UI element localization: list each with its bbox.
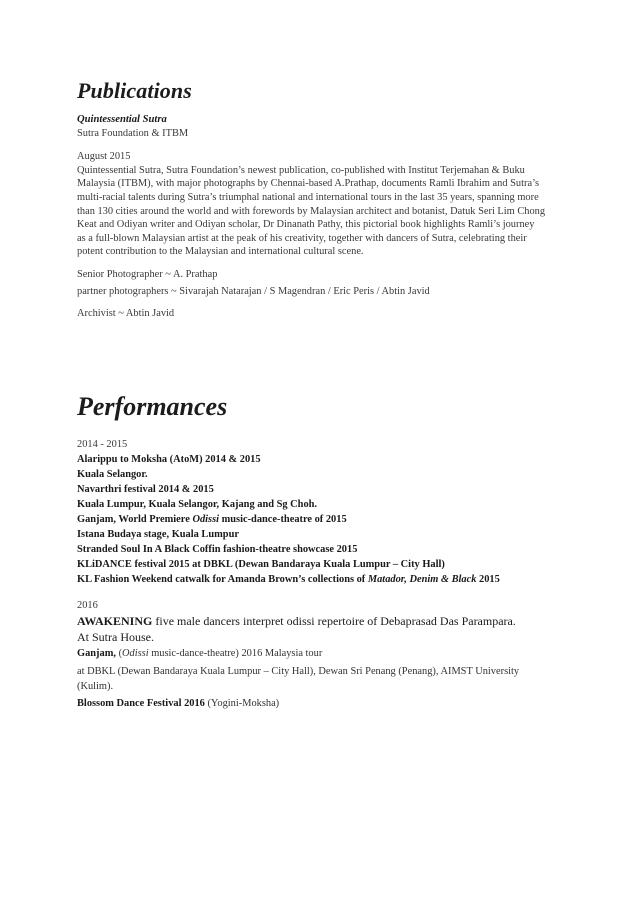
partner-photographers: partner photographers ~ Sivarajah Natarajan / S Magendran / Eric Peris / Abtin Javid	[77, 285, 430, 297]
ganjam-tour-open: (	[115, 648, 123, 659]
performance-awakening	[77, 613, 557, 629]
performance-item: Alarippu to Moksha (AtoM) 2014 & 2015	[77, 454, 261, 465]
blossom-rest: (Yogini-Moksha)	[204, 698, 280, 709]
publication-title: Quintessential Sutra	[77, 114, 167, 125]
awakening-description: five male dancers interpret odissi repertoire of Debaprasad Das Parampara.	[152, 614, 516, 628]
description-line: as a full-blown Malaysian artist at the peak of his creativity, together with dancers of Sutra, celebrating their	[77, 232, 527, 244]
publication-publisher: Sutra Foundation & ITBM	[77, 127, 189, 139]
klfw-italic: Matador, Denim & Black	[367, 574, 477, 585]
description-line: than 130 cities around the world and with forewords by Malaysian architect and botanist, Datuk Seri Lim Chong	[77, 205, 546, 217]
blossom-title: Blossom Dance Festival 2016	[77, 698, 205, 709]
description-line: Malaysia (ITBM), with major photographs by Chennai-based A.Prathap, documents Ramli Ibrahim and Sutra’s	[77, 178, 540, 190]
archivist: Archivist ~ Abtin Javid	[77, 308, 175, 320]
klfw-suffix: 2015	[476, 574, 500, 585]
description-line: Quintessential Sutra, Sutra Foundation’s newest publication, co-published with Institut Terjemahan & Buku	[77, 164, 525, 176]
performance-item: KLiDANCE festival 2015 at DBKL (Dewan Bandaraya Kuala Lumpur – City Hall)	[77, 559, 445, 570]
ganjam-tour-title: Ganjam,	[77, 648, 116, 659]
performances-2014-2015	[77, 437, 557, 587]
publication-description	[77, 164, 557, 259]
description-line: potent contribution to the Malaysian and international cultural scene.	[77, 246, 364, 258]
senior-photographer: Senior Photographer ~ A. Prathap	[77, 268, 218, 280]
performance-item-klfw	[77, 572, 557, 587]
publication-date: August 2015	[77, 151, 131, 163]
ganjam-prefix: Ganjam, World Premiere	[77, 514, 193, 525]
tour-venues-line: (Kulim).	[77, 681, 114, 692]
period-label: 2014 - 2015	[77, 439, 128, 450]
period-label: 2016	[77, 600, 98, 611]
performance-item: Kuala Lumpur, Kuala Selangor, Kajang and Sg Choh.	[77, 499, 318, 510]
performance-item: Stranded Soul In A Black Coffin fashion-theatre showcase 2015	[77, 544, 358, 555]
performance-item: Istana Budaya stage, Kuala Lumpur	[77, 529, 239, 540]
tour-venues-line: at DBKL (Dewan Bandaraya Kuala Lumpur – City Hall), Dewan Sri Penang (Penang), AIMST University	[77, 666, 520, 677]
ganjam-italic: Odissi	[192, 514, 219, 525]
publication-entry	[77, 113, 557, 321]
performance-ganjam-tour	[77, 646, 557, 661]
klfw-prefix: KL Fashion Weekend catwalk for Amanda Brown’s collections of	[77, 574, 368, 585]
description-line: multi-racial talents during Sutra’s triumphal national and international tours in the last 35 years, spanning more	[77, 191, 539, 203]
publications-heading: Publications	[77, 78, 192, 103]
awakening-title: AWAKENING	[77, 614, 153, 628]
performances-heading: Performances	[77, 392, 228, 421]
description-line: Keat and Odiyan writer and Odiyan scholar, Dr Dinanath Pathy, this pictorial book highlights Ramli’s journey	[77, 219, 535, 231]
ganjam-tour-rest: music-dance-theatre) 2016 Malaysia tour	[148, 648, 323, 659]
performance-item: Navarthri festival 2014 & 2015	[77, 484, 214, 495]
performance-item-ganjam	[77, 512, 557, 527]
ganjam-tour-italic: Odissi	[122, 648, 149, 659]
performances-2016	[77, 598, 557, 711]
ganjam-suffix: music-dance-theatre of 2015	[219, 514, 347, 525]
awakening-venue: At Sutra House.	[77, 630, 154, 644]
performance-item: Kuala Selangor.	[77, 469, 148, 480]
performance-blossom	[77, 696, 557, 711]
